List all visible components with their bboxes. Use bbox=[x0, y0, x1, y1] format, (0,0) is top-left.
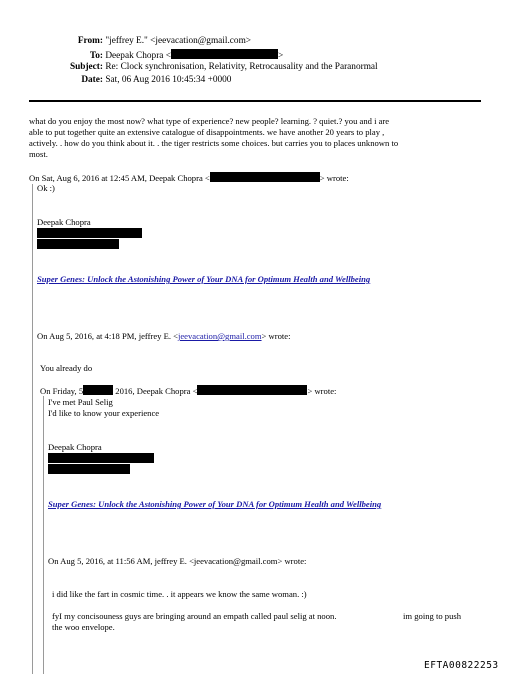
subject-label: Subject: bbox=[69, 62, 103, 72]
redaction-box bbox=[37, 239, 119, 249]
reply1-promo-link[interactable]: Super Genes: Unlock the Astonishing Power of Your DNA for Optimum Health and Wellbeing bbox=[37, 274, 371, 284]
reply2-wrote-suffix: > wrote: bbox=[261, 331, 291, 341]
reply4-line3: the woo envelope. bbox=[52, 622, 115, 632]
reply3-wrote-suffix: > wrote: bbox=[307, 386, 337, 396]
header-divider bbox=[29, 100, 481, 102]
redaction-box bbox=[48, 464, 130, 474]
reply1-text: Ok :) bbox=[37, 183, 55, 193]
reply2-wrote-prefix: On Aug 5, 2016, at 4:18 PM, jeffrey E. < bbox=[37, 331, 178, 341]
to-value-prefix: Deepak Chopra < bbox=[105, 51, 171, 61]
redaction-box bbox=[197, 385, 307, 395]
reply3-signature-name: Deepak Chopra bbox=[48, 442, 102, 452]
reply4-line1: i did like the fart in cosmic time. . it appears we know the same woman. :) bbox=[52, 589, 307, 599]
body-line: most. bbox=[29, 149, 48, 159]
body-line: actively. . how do you think about it. . the tiger restricts some choices. but carries you to places unknown to bbox=[29, 138, 399, 148]
reply3-wrote-prefix: On Friday, 5 bbox=[40, 386, 84, 396]
redaction-box bbox=[210, 172, 320, 182]
body-line: what do you enjoy the most now? what type of experience? new people? learning. ? quiet.? you and i are bbox=[29, 116, 390, 126]
reply3-attribution bbox=[40, 385, 336, 397]
reply1-signature-name: Deepak Chopra bbox=[37, 217, 91, 227]
reply3-promo-link[interactable]: Super Genes: Unlock the Astonishing Power of Your DNA for Optimum Health and Wellbeing bbox=[48, 499, 382, 509]
header-to bbox=[40, 49, 283, 62]
from-label: From: bbox=[77, 36, 103, 46]
document-id: EFTA00822253 bbox=[424, 660, 499, 671]
reply2-email-link[interactable]: jeevacation@gmail.com bbox=[177, 331, 262, 341]
quote-bar bbox=[32, 184, 33, 674]
reply2-text: You already do bbox=[40, 363, 93, 373]
reply3-wrote-middle: 2016, Deepak Chopra < bbox=[115, 386, 198, 396]
reply4-attribution: On Aug 5, 2016, at 11:56 AM, jeffrey E. <jeevacation@gmail.com> wrote: bbox=[48, 556, 307, 566]
reply1-wrote-prefix: On Sat, Aug 6, 2016 at 12:45 AM, Deepak Chopra < bbox=[29, 173, 210, 183]
date-value: Sat, 06 Aug 2016 10:45:34 +0000 bbox=[105, 75, 232, 85]
reply4-line2a: fyI my concisouness guys are bringing around an empath called paul selig at noon. bbox=[52, 611, 337, 621]
reply1-wrote-suffix: > wrote: bbox=[319, 173, 349, 183]
reply4-line2b: im going to push bbox=[403, 611, 462, 621]
reply3-line1: I've met Paul Selig bbox=[48, 397, 113, 407]
redaction-box bbox=[48, 453, 154, 463]
reply2-attribution bbox=[37, 331, 291, 342]
reply3-line2: I'd like to know your experience bbox=[48, 408, 160, 418]
body-line: able to put together quite an extensive catalogue of disappointments. we have another 20 years to play , bbox=[29, 127, 385, 137]
redaction-box bbox=[37, 228, 142, 238]
header-from bbox=[40, 36, 251, 47]
subject-value: Re: Clock synchronisation, Relativity, Retrocausality and the Paranormal bbox=[105, 62, 378, 72]
to-label: To: bbox=[89, 51, 103, 61]
quote-bar bbox=[43, 396, 44, 674]
reply1-attribution bbox=[29, 172, 349, 184]
header-date bbox=[40, 75, 231, 86]
from-value: "jeffrey E." <jeevacation@gmail.com> bbox=[105, 36, 252, 46]
date-label: Date: bbox=[81, 75, 103, 85]
to-value-suffix: > bbox=[277, 51, 284, 61]
redaction-box bbox=[83, 385, 113, 395]
redaction-box bbox=[171, 49, 278, 59]
header-subject bbox=[40, 62, 378, 73]
